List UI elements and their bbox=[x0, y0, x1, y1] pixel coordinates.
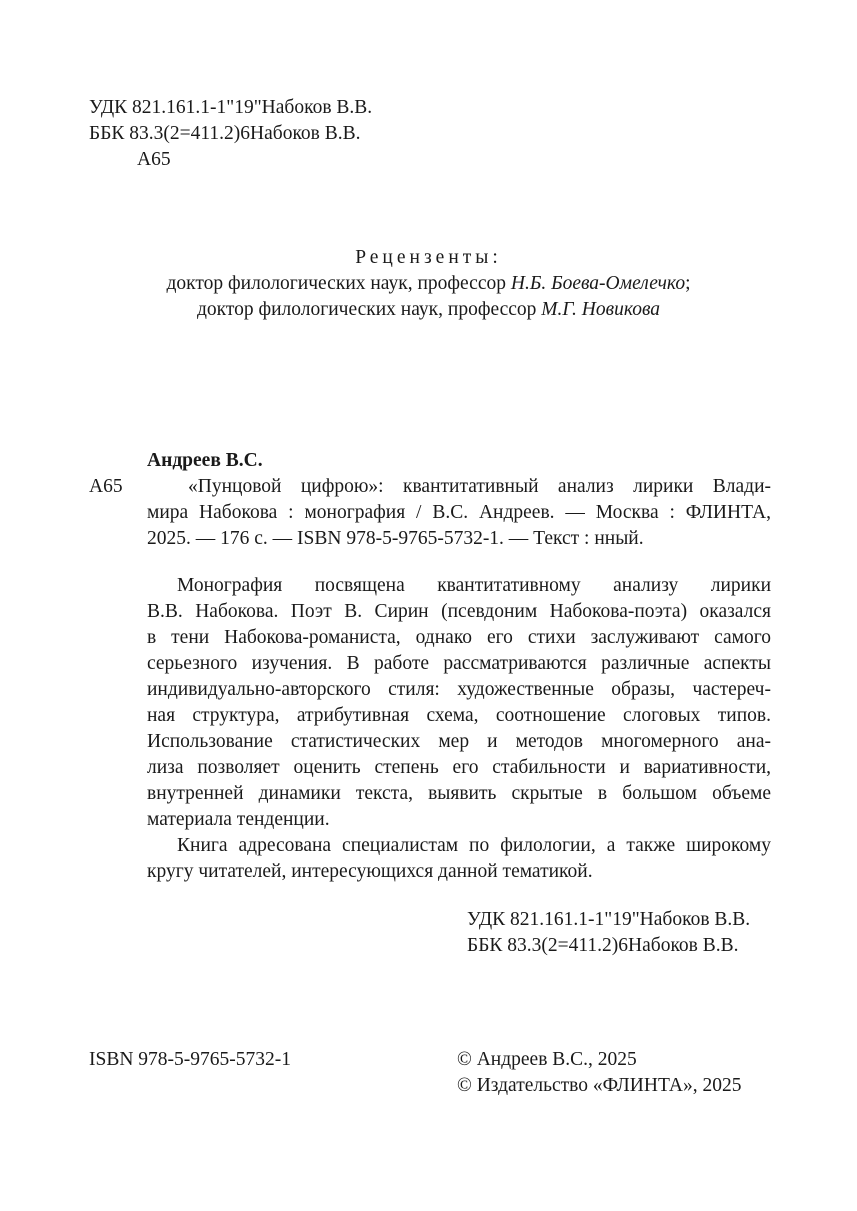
reviewers-heading: Рецензенты: bbox=[355, 247, 502, 268]
author-heading: Андреев В.С. bbox=[147, 450, 263, 471]
annotation-p2-line-1: Книга адресована специалистам по филологии, а также широкому bbox=[177, 835, 771, 856]
copyright-author: © Андреев В.С., 2025 bbox=[457, 1049, 637, 1070]
copyright-publisher: © Издательство «ФЛИНТА», 2025 bbox=[457, 1075, 742, 1096]
reviewer-1-suffix: ; bbox=[685, 273, 691, 294]
bbk-code-top: ББК 83.3(2=411.2)6Набоков В.В. bbox=[89, 123, 361, 144]
annotation-line-2: В.В. Набокова. Поэт В. Сирин (псевдоним Набокова-поэта) оказался bbox=[147, 601, 771, 622]
annotation-line-4: серьезного изучения. В работе рассматриваются различные аспекты bbox=[147, 653, 771, 674]
annotation-p2-line-2: кругу читателей, интересующихся данной тематикой. bbox=[147, 861, 593, 882]
udk-code-top: УДК 821.161.1-1"19"Набоков В.В. bbox=[89, 97, 373, 118]
udk-code-bottom: УДК 821.161.1-1"19"Набоков В.В. bbox=[467, 909, 751, 930]
author-mark-record: А65 bbox=[89, 476, 123, 497]
reviewer-1-title: доктор филологических наук, профессор bbox=[166, 273, 511, 294]
annotation-line-3: в тени Набокова-романиста, однако его стихи заслуживают самого bbox=[147, 627, 771, 648]
annotation-line-7: Использование статистических мер и методов многомерного ана- bbox=[147, 731, 771, 752]
reviewer-1-name: Н.Б. Боева-Омелечко bbox=[510, 273, 686, 294]
record-line-1: «Пунцовой цифрою»: квантитативный анализ лирики Влади- bbox=[188, 476, 771, 497]
annotation-line-8: лиза позволяет оценить степень его стабильности и вариативности, bbox=[147, 757, 771, 778]
reviewer-1 bbox=[0, 271, 857, 297]
annotation-line-5: индивидуально-авторского стиля: художественные образы, частереч- bbox=[147, 679, 771, 700]
reviewer-2-title: доктор филологических наук, профессор bbox=[196, 299, 542, 320]
annotation-line-6: ная структура, атрибутивная схема, соотношение слоговых типов. bbox=[147, 705, 771, 726]
reviewer-2-name: М.Г. Новикова bbox=[541, 299, 661, 320]
annotation-line-9: внутренней динамики текста, выявить скрытые в большом объеме bbox=[147, 783, 771, 804]
reviewer-2 bbox=[0, 297, 857, 323]
author-mark-top: А65 bbox=[137, 149, 171, 170]
record-line-2: мира Набокова : монография / В.С. Андреев. — Москва : ФЛИНТА, bbox=[147, 502, 771, 523]
annotation-line-1: Монография посвящена квантитативному анализу лирики bbox=[177, 575, 771, 596]
record-line-3: 2025. — 176 с. — ISBN 978-5-9765-5732-1. — Текст : нный. bbox=[147, 528, 644, 549]
isbn: ISBN 978-5-9765-5732-1 bbox=[89, 1049, 292, 1070]
bbk-code-bottom: ББК 83.3(2=411.2)6Набоков В.В. bbox=[467, 935, 739, 956]
annotation-line-10: материала тенденции. bbox=[147, 809, 330, 830]
